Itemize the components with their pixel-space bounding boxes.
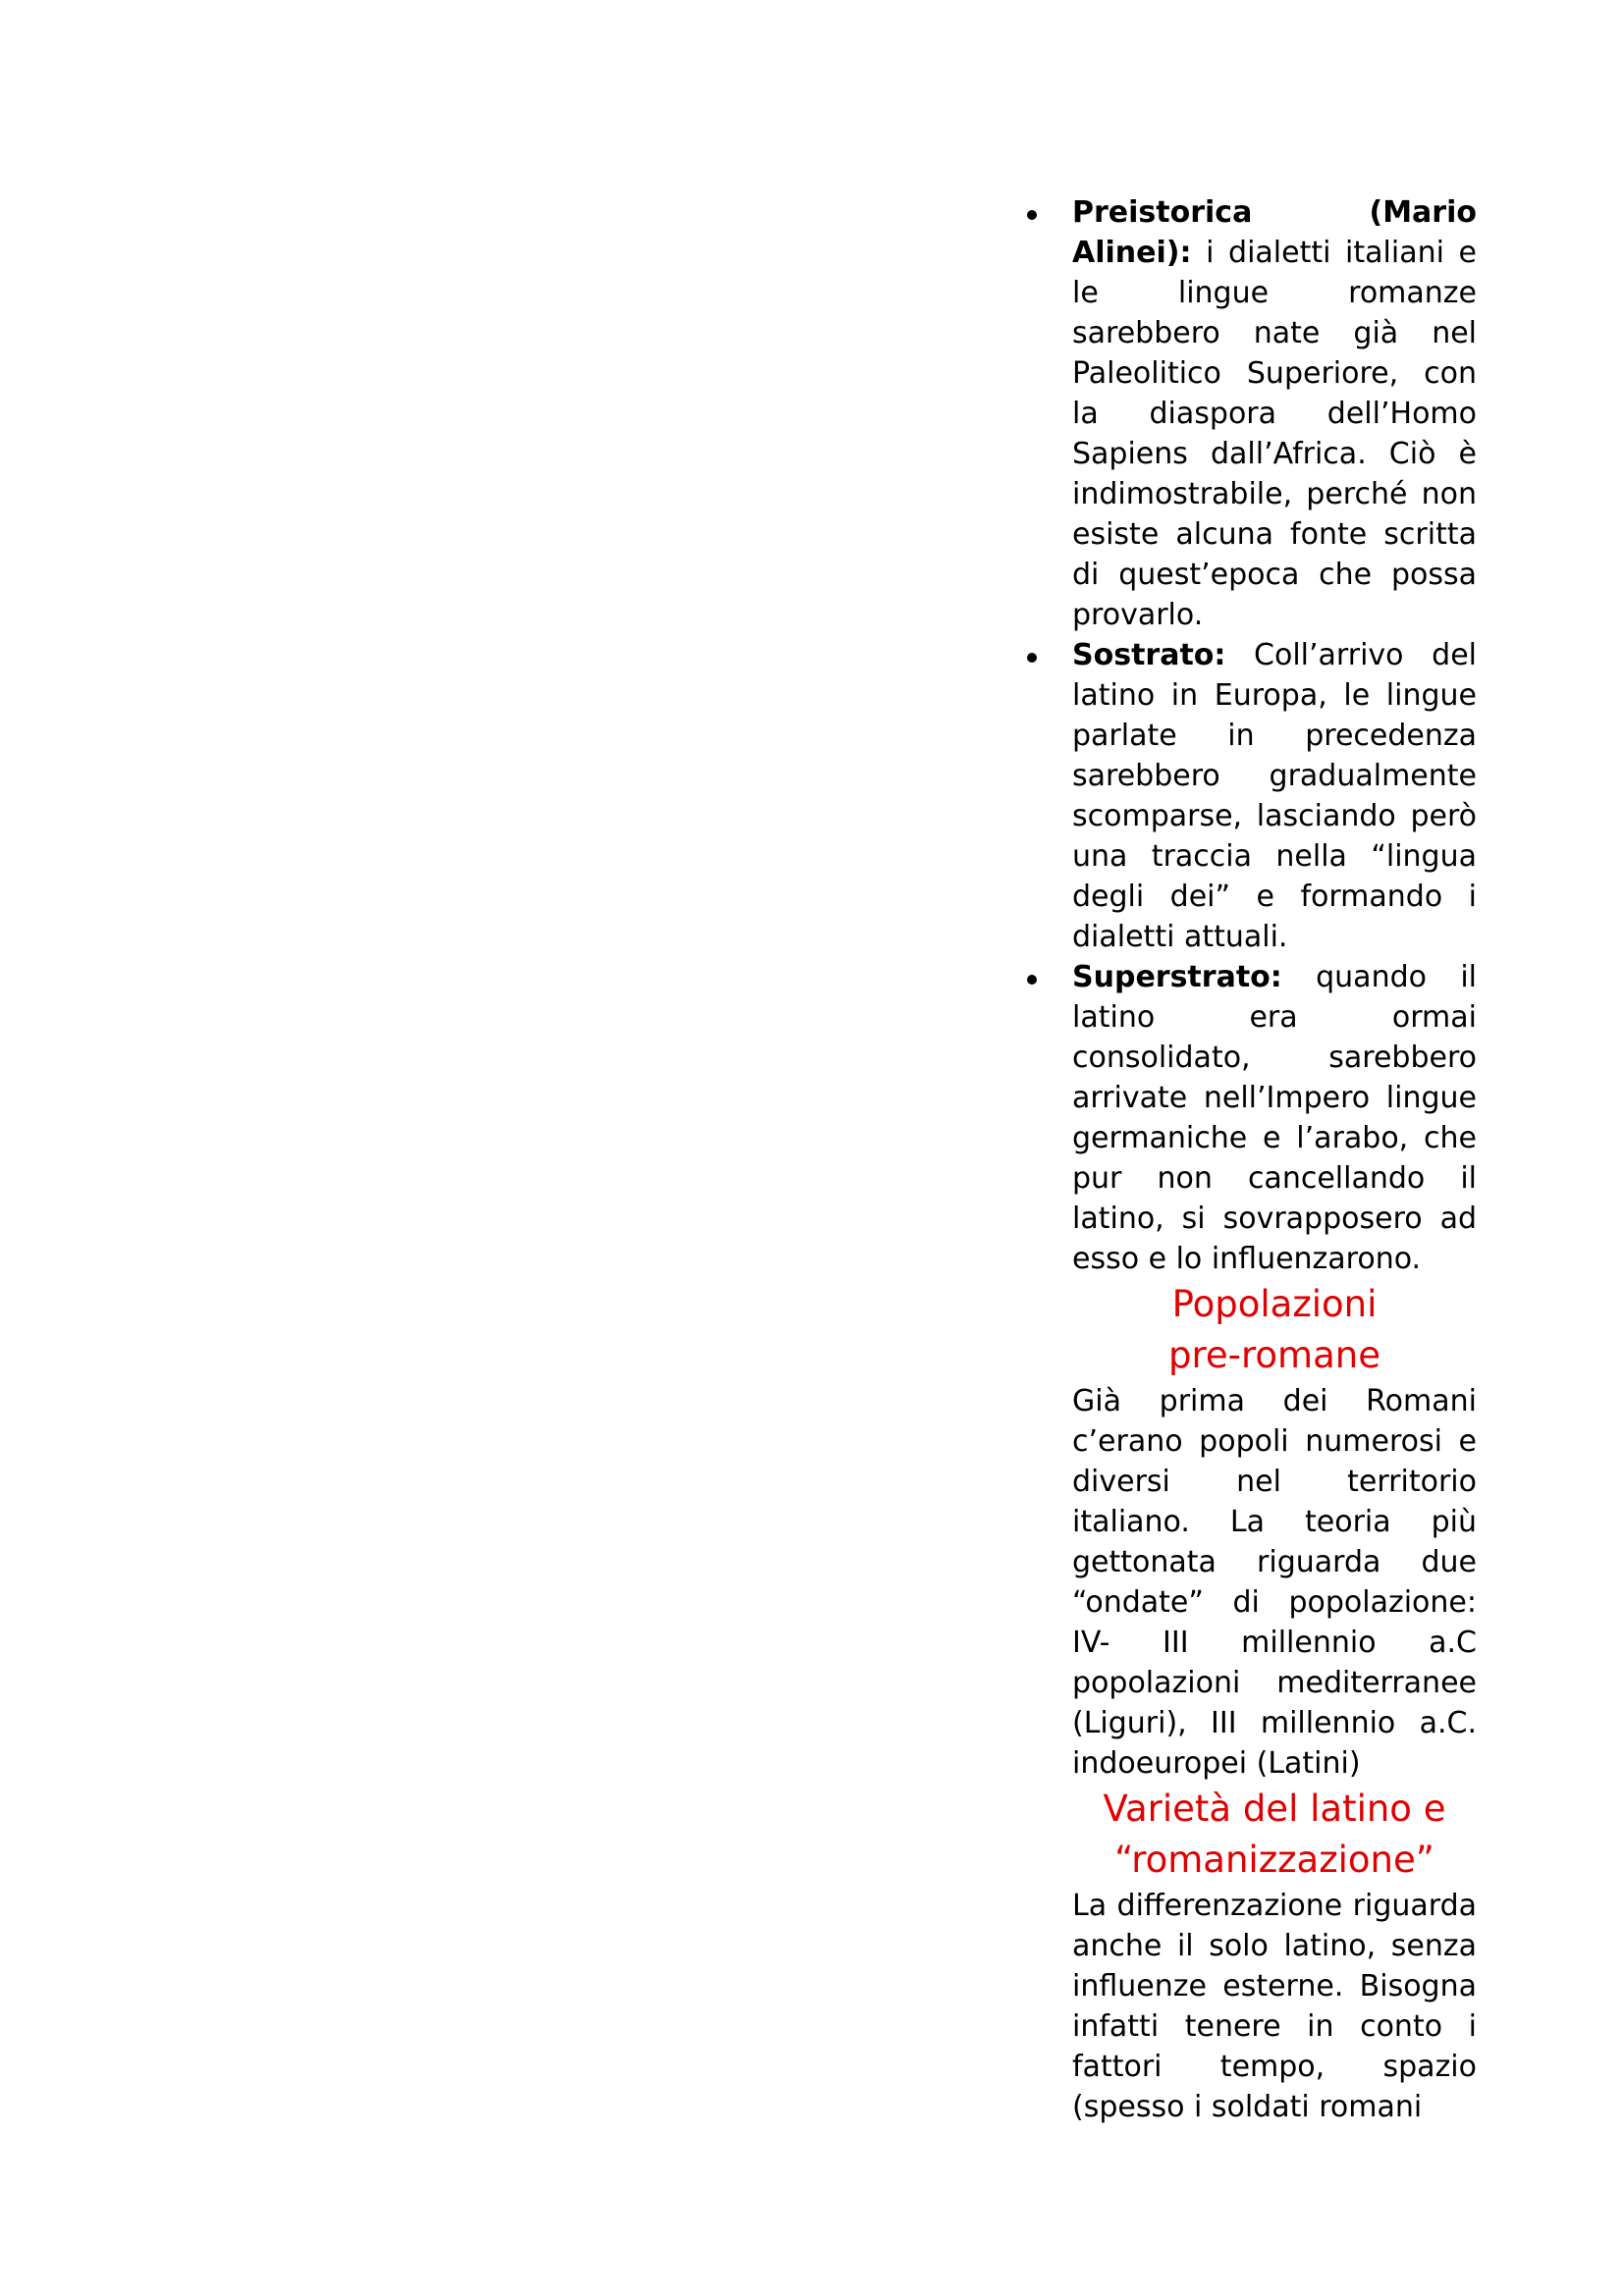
term-sostrato: Sostrato: [1072,638,1226,672]
term-preistorica: Preistorica (Mario Alinei): [1072,195,1477,270]
text-preistorica: i dialetti italiani e le lingue romanze sarebbero nate già nel Paleolitico Superiore, con la diaspora dell’Homo Sapiens dall’Africa. Ciò è indimostrabile, perché non esiste alcuna fonte scritta di quest’epoca che possa provarlo. [1072,236,1477,632]
section-heading-popolazioni: Popolazioni pre-romane [1168,1283,1380,1376]
term-superstrato: Superstrato: [1072,960,1282,994]
section-heading-varieta: Varietà del latino e “romanizzazione” [1103,1788,1446,1881]
section-body-varieta: La differenzazione riguarda anche il solo latino, senza influenze esterne. Bisogna infatti tenere in conto i fattori tempo, spazio (spesso i soldati romani [1072,1889,1477,2124]
bullet-dot-icon [1027,653,1037,663]
bullet-dot-icon [1027,975,1037,985]
text-column [1072,192,1477,2127]
list-item-sostrato [1072,635,1477,957]
theory-list [1072,192,1477,1279]
section-body-popolazioni: Già prima dei Romani c’erano popoli numerosi e diversi nel territorio italiano. La teoria più gettonata riguarda due “ondate” di popolazione: IV- III millennio a.C popolazioni mediterranee (Liguri), III millennio a.C. indoeuropei (Latini) [1072,1384,1477,1781]
text-sostrato: Coll’arrivo del latino in Europa, le lingue parlate in precedenza sarebbero gradualmente scomparse, lasciando però una traccia nella “lingua degli dei” e formando i dialetti attuali. [1072,638,1477,954]
list-item-preistorica [1072,192,1477,635]
bullet-dot-icon [1027,210,1037,220]
list-item-superstrato [1072,957,1477,1279]
text-superstrato: quando il latino era ormai consolidato, sarebbero arrivate nell’Impero lingue germaniche e l’arabo, che pur non cancellando il latino, si sovrapposero ad esso e lo influenzarono. [1072,960,1477,1276]
